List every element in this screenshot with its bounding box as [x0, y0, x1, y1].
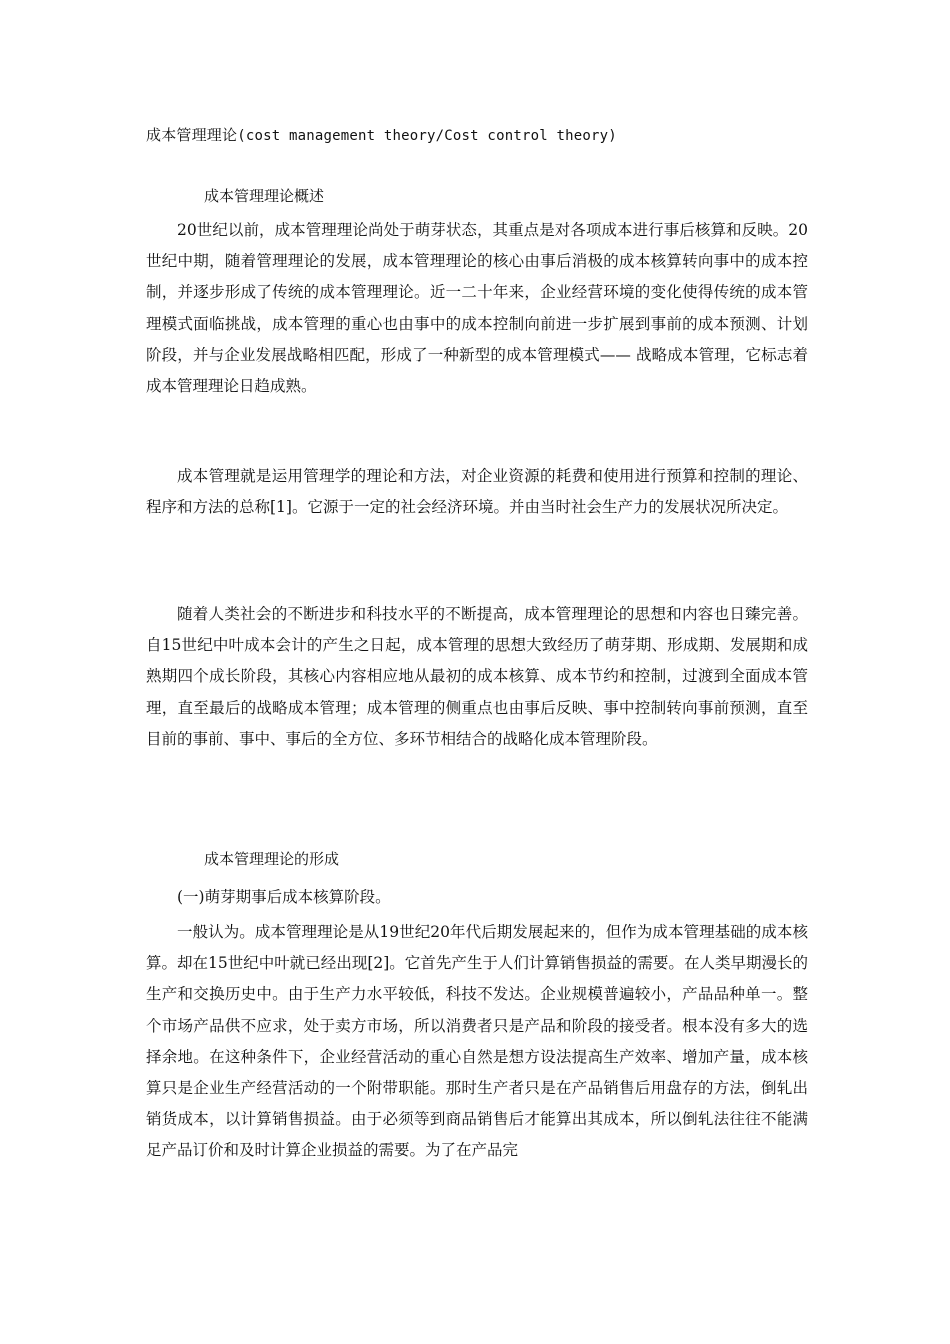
section-heading-overview: 成本管理理论概述	[204, 187, 325, 205]
paragraph: 20世纪以前，成本管理理论尚处于萌芽状态，其重点是对各项成本进行事后核算和反映。20世纪中期，随着管理理论的发展，成本管理理论的核心由事后消极的成本核算转向事中的成本控制，并逐步形成了传统的成本管理理论。近一二十年来，企业经营环境的变化使得传统的成本管理模式面临挑战，成本管理的重心也由事中的成本控制向前进一步扩展到事前的成本预测、计划阶段，并与企业发展战略相匹配，形成了一种新型的成本管理模式—— 战略成本管理，它标志着成本管理理论日趋成熟。	[146, 221, 808, 396]
section-heading-formation: 成本管理理论的形成	[204, 850, 340, 868]
title-chinese: 成本管理理论	[146, 126, 238, 144]
document-title	[146, 124, 617, 147]
paragraph: 随着人类社会的不断进步和科技水平的不断提高，成本管理理论的思想和内容也日臻完善。自15世纪中叶成本会计的产生之日起，成本管理的思想大致经历了萌芽期、形成期、发展期和成熟期四个成长阶段，其核心内容相应地从最初的成本核算、成本节约和控制，过渡到全面成本管理，直至最后的战略成本管理；成本管理的侧重点也由事后反映、事中控制转向事前预测，直至目前的事前、事中、事后的全方位、多环节相结合的战略化成本管理阶段。	[146, 605, 808, 748]
title-english: (cost management theory/Cost control theory)	[237, 128, 617, 144]
paragraph: 一般认为。成本管理理论是从19世纪20年代后期发展起来的，但作为成本管理基础的成本核算。却在15世纪中叶就已经出现[2]。它首先产生于人们计算销售损益的需要。在人类早期漫长的生产和交换历史中。由于生产力水平较低，科技不发达。企业规模普遍较小，产品品种单一。整个市场产品供不应求，处于卖方市场，所以消费者只是产品和阶段的接受者。根本没有多大的选择余地。在这种条件下，企业经营活动的重心自然是想方设法提高生产效率、增加产量，成本核算只是企业生产经营活动的一个附带职能。那时生产者只是在产品销售后用盘存的方法，倒轧出销货成本，以计算销售损益。由于必须等到商品销售后才能算出其成本，所以倒轧法往往不能满足产品订价和及时计算企业损益的需要。为了在产品完	[146, 923, 808, 1160]
subsection-heading: (一)萌芽期事后成本核算阶段。	[177, 888, 391, 906]
paragraph: 成本管理就是运用管理学的理论和方法，对企业资源的耗费和使用进行预算和控制的理论、程序和方法的总称[1]。它源于一定的社会经济环境。并由当时社会生产力的发展状况所决定。	[146, 467, 808, 517]
